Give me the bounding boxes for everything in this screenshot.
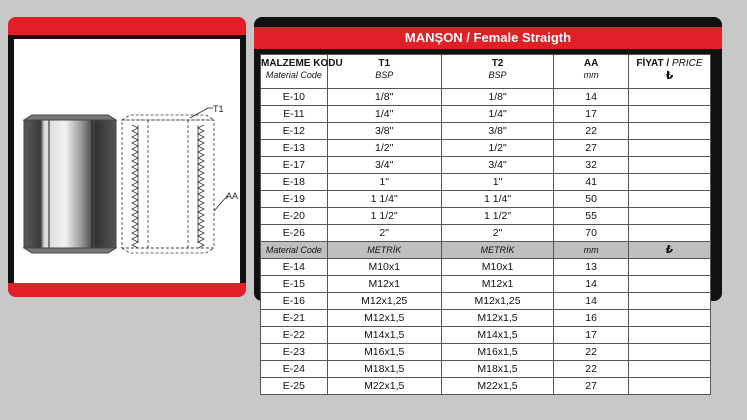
cell-t2: 1/8" [441,89,554,106]
cell-t2: M16x1,5 [441,344,554,361]
cell-price [628,259,710,276]
cell-t2: 1/4" [441,106,554,123]
cell-price [628,225,710,242]
cell-price [628,89,710,106]
cell-price [628,361,710,378]
table-row [261,361,711,378]
cell-price [628,344,710,361]
cell-t2: 1/2" [441,140,554,157]
cell-aa: 14 [554,276,628,293]
cell-price [628,327,710,344]
panel-bottom-band [8,283,246,297]
cell-t1: M18x1,5 [327,361,441,378]
cell-t2: M12x1 [441,276,554,293]
cell-price [628,157,710,174]
cell-aa: 55 [554,208,628,225]
cell-price [628,208,710,225]
cell-aa: 14 [554,293,628,310]
table-row [261,276,711,293]
fitting-solid-view [24,115,116,253]
cell-code: E-11 [261,106,328,123]
cell-price [628,310,710,327]
table-row [261,344,711,361]
cell-t2: 3/4" [441,157,554,174]
metric-subheader-row [261,242,711,259]
header-t2: T2 BSP [441,55,554,89]
cell-t1: M22x1,5 [327,378,441,395]
subheader-aa: mm [554,242,628,259]
cell-code: E-16 [261,293,328,310]
spec-table [260,54,711,395]
cell-price [628,276,710,293]
cell-code: E-18 [261,174,328,191]
header-material-code: MALZEME KODU Material Code [261,55,328,89]
cell-code: E-21 [261,310,328,327]
table-row [261,327,711,344]
cell-t1: 1/2" [327,140,441,157]
table-row [261,293,711,310]
subheader-t2: METRİK [441,242,554,259]
lira-icon: ₺ [665,70,674,82]
cell-aa: 50 [554,191,628,208]
cell-code: E-10 [261,89,328,106]
cell-t1: 1 1/2" [327,208,441,225]
cell-t1: 1/4" [327,106,441,123]
cell-price [628,378,710,395]
cell-t2: M12x1,5 [441,310,554,327]
table-row [261,89,711,106]
table-row [261,174,711,191]
cell-t1: M14x1,5 [327,327,441,344]
subheader-t1: METRİK [327,242,441,259]
cell-aa: 17 [554,327,628,344]
cell-code: E-12 [261,123,328,140]
cell-t1: 1" [327,174,441,191]
cell-t2: M10x1 [441,259,554,276]
table-header-row [261,55,711,89]
cell-aa: 17 [554,106,628,123]
cell-aa: 70 [554,225,628,242]
cell-code: E-23 [261,344,328,361]
table-row [261,106,711,123]
table-row [261,157,711,174]
diagram-callouts [190,108,228,211]
header-t1: T1 BSP [327,55,441,89]
cell-code: E-20 [261,208,328,225]
cell-aa: 22 [554,344,628,361]
product-image-panel [8,17,246,297]
cell-aa: 27 [554,378,628,395]
cell-t1: M12x1 [327,276,441,293]
cell-price [628,123,710,140]
cell-t1: 2" [327,225,441,242]
t1-callout-label: T1 [213,104,224,114]
table-title: MANŞON / Female Straigth [254,27,722,49]
cell-t1: M10x1 [327,259,441,276]
cell-t1: 3/8" [327,123,441,140]
panel-top-band [8,17,246,35]
table-row [261,225,711,242]
cell-t2: 3/8" [441,123,554,140]
cell-code: E-26 [261,225,328,242]
aa-callout-label: AA [226,191,239,201]
cell-t2: 1 1/2" [441,208,554,225]
cell-aa: 22 [554,123,628,140]
cell-t1: 1 1/4" [327,191,441,208]
header-aa: AA mm [554,55,628,89]
cell-t2: M18x1,5 [441,361,554,378]
header-price: FİYAT / PRICE ₺ [628,55,710,89]
cell-price [628,174,710,191]
cell-t2: 1 1/4" [441,191,554,208]
cell-t1: M12x1,5 [327,310,441,327]
cell-t1: 3/4" [327,157,441,174]
cell-t2: M22x1,5 [441,378,554,395]
cell-t2: M14x1,5 [441,327,554,344]
table-row [261,378,711,395]
subheader-code: Material Code [261,242,328,259]
cell-code: E-14 [261,259,328,276]
cell-code: E-25 [261,378,328,395]
table-row [261,191,711,208]
cell-price [628,106,710,123]
cell-code: E-13 [261,140,328,157]
cell-t2: M12x1,25 [441,293,554,310]
cell-aa: 32 [554,157,628,174]
cell-aa: 22 [554,361,628,378]
table-row [261,310,711,327]
cell-aa: 27 [554,140,628,157]
table-row [261,123,711,140]
table-row [261,140,711,157]
subheader-price: ₺ [628,242,710,259]
cell-t1: M12x1,25 [327,293,441,310]
cell-price [628,293,710,310]
cell-t2: 2" [441,225,554,242]
cell-code: E-15 [261,276,328,293]
cell-aa: 16 [554,310,628,327]
product-diagram [14,39,240,284]
cell-t1: 1/8" [327,89,441,106]
cell-price [628,140,710,157]
table-row [261,259,711,276]
cell-code: E-19 [261,191,328,208]
cell-code: E-17 [261,157,328,174]
cell-aa: 41 [554,174,628,191]
cell-price [628,191,710,208]
cell-t1: M16x1,5 [327,344,441,361]
cell-t2: 1" [441,174,554,191]
cell-code: E-22 [261,327,328,344]
cell-code: E-24 [261,361,328,378]
cell-aa: 13 [554,259,628,276]
cell-aa: 14 [554,89,628,106]
table-row [261,208,711,225]
fitting-section-view [122,115,214,253]
female-straight-fitting-drawing [14,39,240,284]
